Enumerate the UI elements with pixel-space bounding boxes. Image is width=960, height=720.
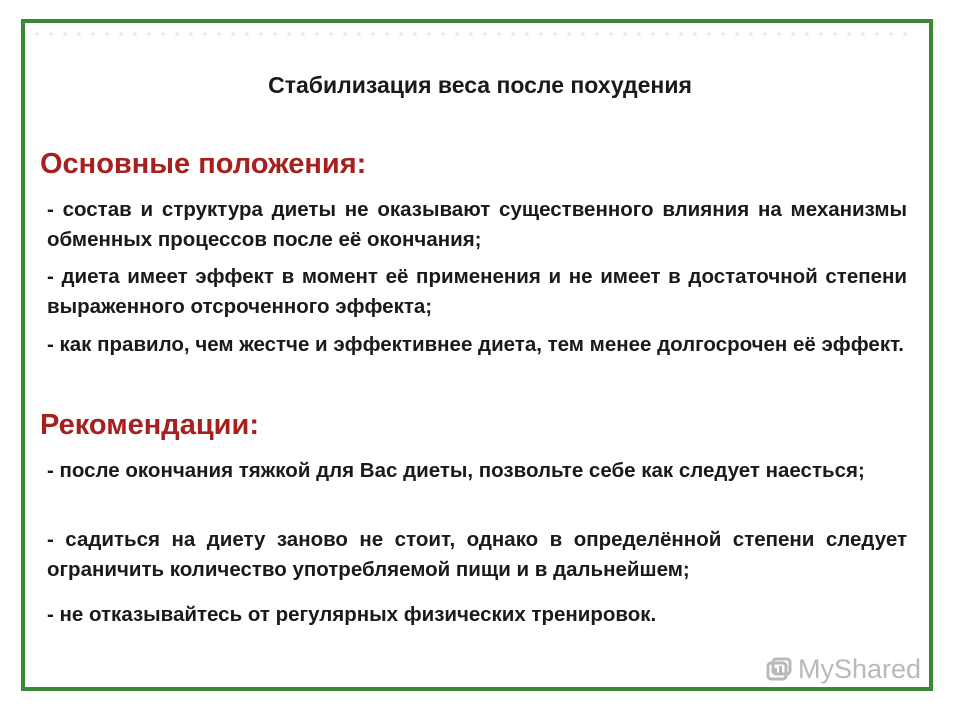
recommendation-item: - после окончания тяжкой для Вас диеты, позвольте себе как следует наесться; (47, 459, 865, 482)
watermark-text: MyShared (798, 654, 922, 684)
main-point-item: - как правило, чем жестче и эффективнее диета, тем менее долгосрочен её эффект. (47, 333, 905, 356)
section-heading-main-points: Основные положения: (40, 148, 367, 180)
main-point-item: - состав и структура диеты не оказывают существенного влияния на механизмы обменных процессов после её окончания; (47, 198, 907, 251)
slide-title: Стабилизация веса после похудения (268, 72, 692, 98)
recommendation-item: - садиться на диету заново не стоит, однако в определённой степени следует ограничить количество употребляемой пищи и в дальнейшем; (47, 528, 907, 581)
watermark (766, 654, 921, 685)
recommendation-item: - не отказывайтесь от регулярных физических тренировок. (47, 603, 657, 626)
myshared-logo-icon (766, 657, 792, 683)
decorative-dot-row (30, 30, 910, 38)
main-point-item: - диета имеет эффект в момент её применения и не имеет в достаточной степени выраженного отсроченного эффекта; (47, 265, 907, 318)
section-heading-recommendations: Рекомендации: (40, 409, 259, 441)
